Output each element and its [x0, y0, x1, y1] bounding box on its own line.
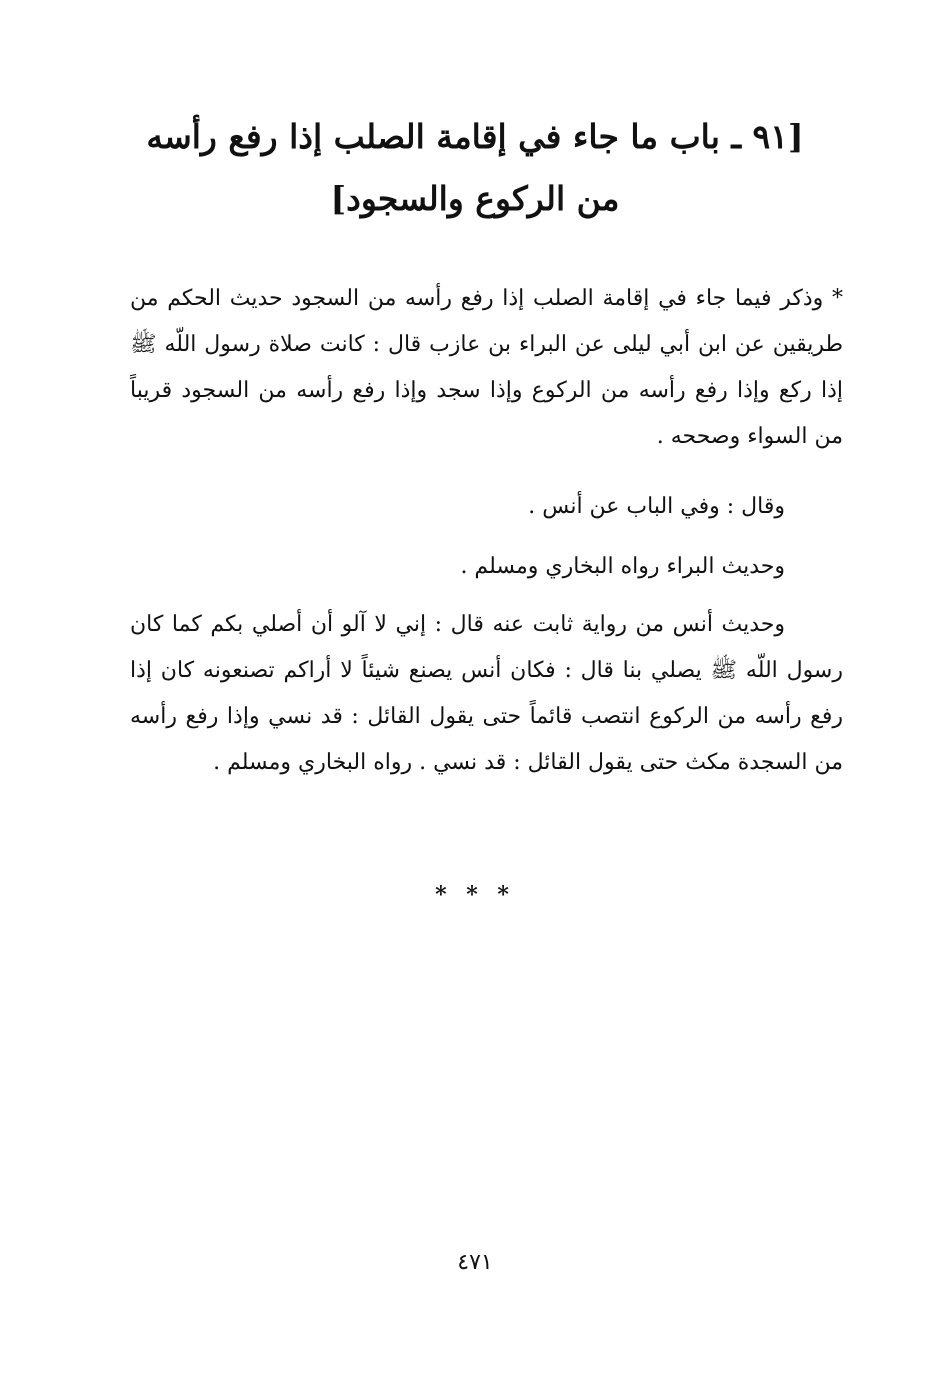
section-separator: * * *	[435, 882, 515, 908]
paragraph-bara-narration: وحديث البراء رواه البخاري ومسلم .	[460, 554, 785, 579]
paragraph-anas-narration: وحديث أنس من رواية ثابت عنه قال : إني لا آلو أن أصلي بكم كما كان رسول اللّه ﷺ يصلي بنا قال : فكان أنس يصنع شيئاً لا أراكم تصنعونه كان إذا رفع رأسه من الركوع انتصب قائماً حتى يقول القائل : قد نسي وإذا رفع رأسه من السجدة مكث حتى يقول القائل : قد نسي . رواه البخاري ومسلم .	[130, 612, 843, 775]
chapter-title-line-1: [٩١ ـ باب ما جاء في إقامة الصلب إذا رفع رأسه	[146, 117, 804, 156]
paragraph-bab-anas: وقال : وفي الباب عن أنس .	[528, 494, 785, 519]
paragraph-hadith-hakam: * وذكر فيما جاء في إقامة الصلب إذا رفع رأسه من السجود حديث الحكم من طريقين عن ابن أبي ليلى عن البراء بن عازب قال : كانت صلاة رسول اللّه ﷺ إذا ركع وإذا رفع رأسه من الركوع وإذا سجد وإذا رفع رأسه من السجود قريباً من السواء وصححه .	[130, 286, 843, 449]
chapter-title-line-2: من الركوع والسجود]	[330, 179, 620, 218]
page-number: ٤٧١	[457, 1250, 493, 1275]
